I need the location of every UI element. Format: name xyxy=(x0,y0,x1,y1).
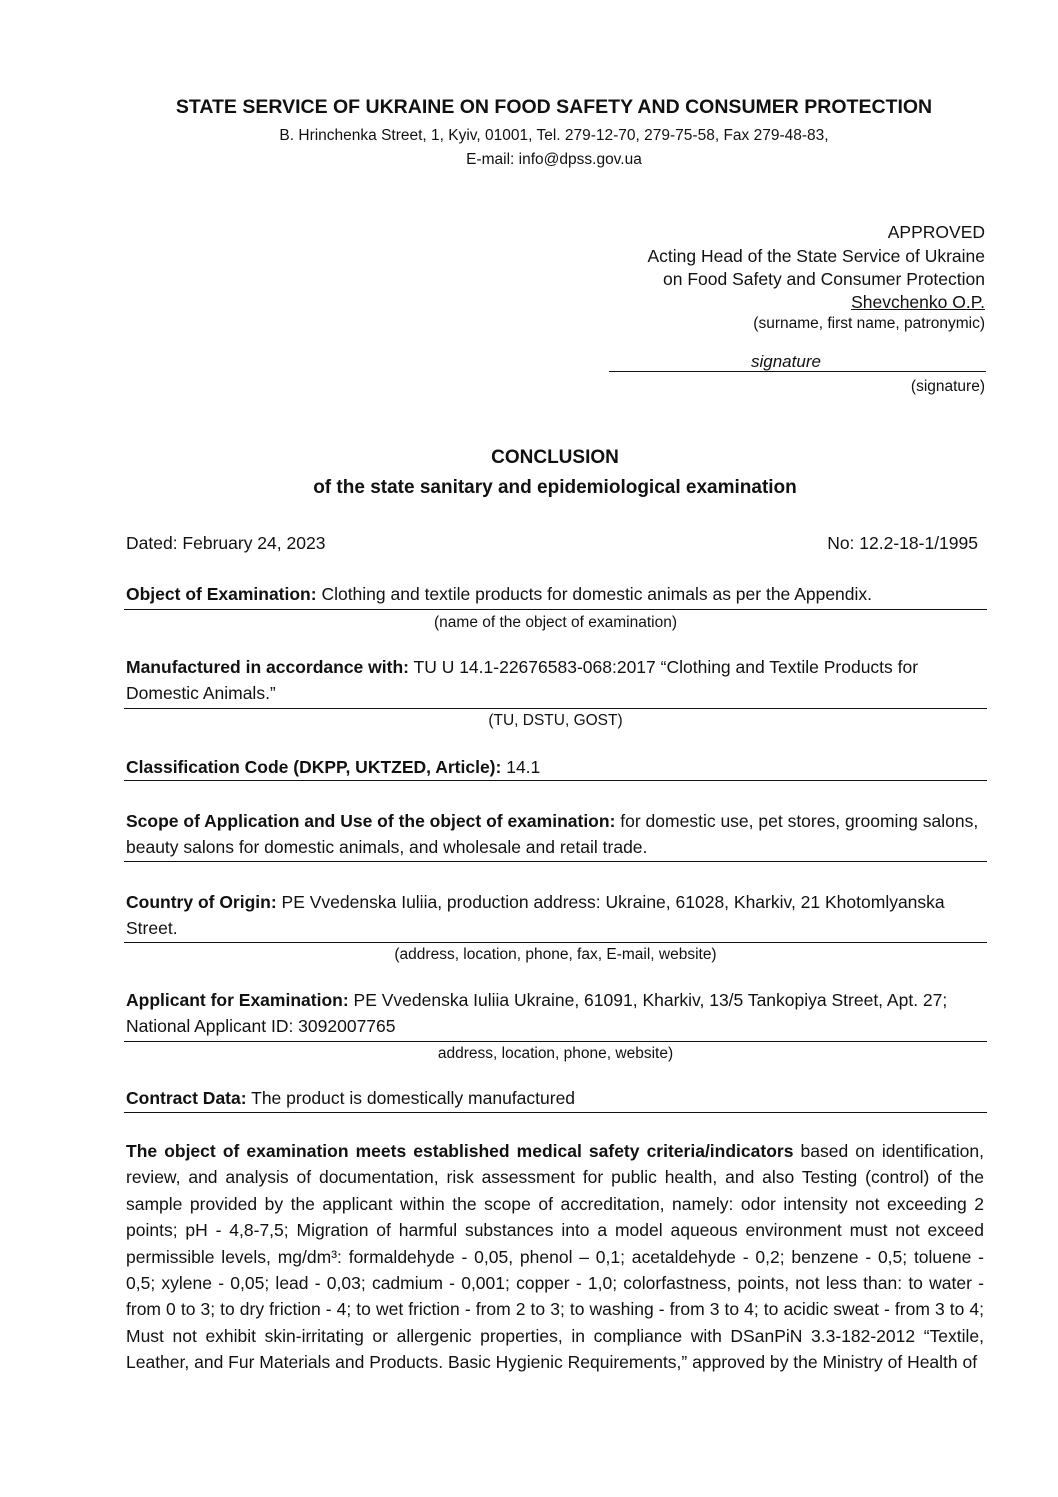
approver-position-line1: Acting Head of the State Service of Ukraine xyxy=(647,246,985,266)
divider xyxy=(124,708,987,709)
organization-title: STATE SERVICE OF UKRAINE ON FOOD SAFETY AND CONSUMER PROTECTION xyxy=(175,96,933,118)
field-value: PE Vvedenska Iuliia Ukraine, 61091, Kharkiv, 13/5 Tankopiya Street, Apt. 27; National Applicant ID: 3092007765 xyxy=(126,990,948,1036)
signature-line xyxy=(609,371,986,372)
field-scope-of-application xyxy=(126,808,986,860)
field-caption: (address, location, phone, fax, E-mail, website) xyxy=(394,946,717,963)
document-title: CONCLUSION xyxy=(491,447,619,468)
divider xyxy=(124,780,987,781)
field-value: for domestic use, pet stores, grooming salons, beauty salons for domestic animals, and wholesale and retail trade. xyxy=(126,811,979,857)
field-label: Country of Origin: xyxy=(126,892,277,912)
approver-name: Shevchenko O.P. xyxy=(851,292,985,312)
field-object-of-examination xyxy=(126,581,986,607)
field-caption: address, location, phone, website) xyxy=(437,1045,674,1062)
document-subtitle: of the state sanitary and epidemiological examination xyxy=(313,477,797,498)
organization-address: B. Hrinchenka Street, 1, Kyiv, 01001, Tel. 279-12-70, 279-75-58, Fax 279-48-83, xyxy=(279,127,829,144)
conclusion-paragraph xyxy=(126,1138,984,1376)
field-value: PE Vvedenska Iuliia, production address: Ukraine, 61028, Kharkiv, 21 Khotomlyanska Street. xyxy=(126,892,945,938)
field-value: TU U 14.1-22676583-068:2017 “Clothing and Textile Products for Domestic Animals.” xyxy=(126,657,919,703)
document-number: No: 12.2-18-1/1995 xyxy=(827,533,978,553)
approver-name-caption: (surname, first name, patronymic) xyxy=(753,315,985,332)
field-value: The product is domestically manufactured xyxy=(246,1088,576,1108)
field-value: Clothing and textile products for domestic animals as per the Appendix. xyxy=(316,584,873,604)
divider xyxy=(124,609,987,610)
divider xyxy=(124,861,987,862)
conclusion-text: based on identification, review, and analysis of documentation, risk assessment for public health, and also Testing (control) of the sample provided by the applicant within the scope of accreditation, namely: odor intensity not exceeding 2 points; pH - 4,8-7,5; Migration of harmful substances into a model aqueous environment must not exceed permissible levels, mg/dm³: formaldehyde - 0,05, phenol – 0,1; acetaldehyde - 0,2; benzene - 0,5; toluene - 0,5; xylene - 0,05; lead - 0,03; cadmium - 0,001; copper - 1,0; colorfastness, points, not less than: to water - from 0 to 3; to dry friction - 4; to wet friction - from 2 to 3; to washing - from 3 to 4; to acidic sweat - from 3 to 4; Must not exhibit skin-irritating or allergenic properties, in compliance with DSanPiN 3.3-182-2012 “Textile, Leather, and Fur Materials and Products. Basic Hygienic Requirements,” approved by the Ministry of Health of xyxy=(126,1141,984,1373)
field-label: Scope of Application and Use of the object of examination: xyxy=(126,811,616,831)
signature-text: signature xyxy=(751,352,821,371)
field-label: Contract Data: xyxy=(126,1088,247,1108)
field-label: Applicant for Examination: xyxy=(126,990,349,1010)
field-contract-data xyxy=(126,1085,986,1111)
field-caption: (TU, DSTU, GOST) xyxy=(488,712,623,729)
field-applicant xyxy=(126,987,986,1039)
field-classification-code xyxy=(126,754,986,780)
organization-email: E-mail: info@dpss.gov.ua xyxy=(466,151,642,168)
field-country-of-origin xyxy=(126,889,986,941)
field-manufactured-in-accordance xyxy=(126,654,986,706)
conclusion-lead: The object of examination meets established medical safety criteria/indicators xyxy=(126,1141,794,1161)
divider xyxy=(124,1041,987,1042)
signature-caption: (signature) xyxy=(910,378,985,395)
document-date: Dated: February 24, 2023 xyxy=(126,533,326,553)
field-label: Object of Examination: xyxy=(126,584,317,604)
field-caption: (name of the object of examination) xyxy=(434,614,677,631)
approved-label: APPROVED xyxy=(887,222,985,242)
field-label: Manufactured in accordance with: xyxy=(126,657,409,677)
field-value: 14.1 xyxy=(501,757,541,777)
approver-position-line2: on Food Safety and Consumer Protection xyxy=(663,269,985,289)
divider xyxy=(124,1112,987,1113)
divider xyxy=(124,942,987,943)
field-label: Classification Code (DKPP, UKTZED, Article): xyxy=(126,757,502,777)
